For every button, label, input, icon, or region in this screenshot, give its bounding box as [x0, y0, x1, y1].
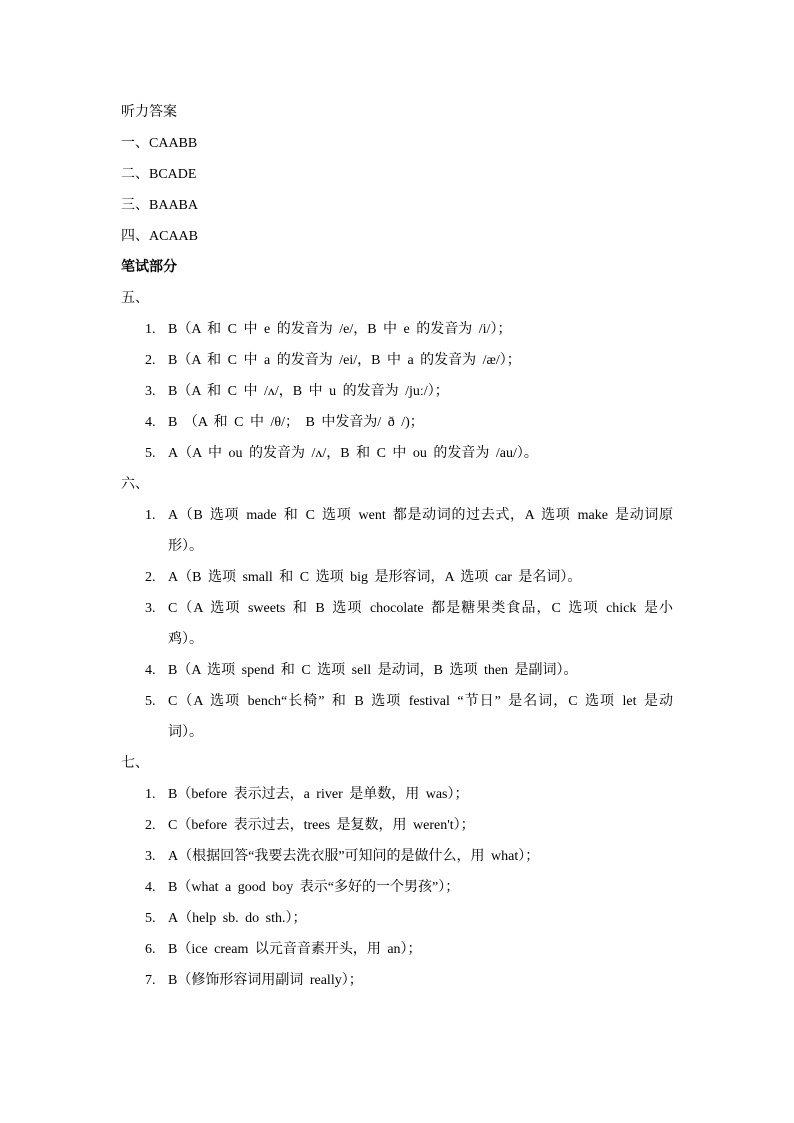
list-item — [121, 438, 673, 469]
list-item — [121, 810, 673, 841]
listening-answer-3: 三、BAABA — [121, 198, 199, 213]
list-item — [121, 407, 673, 438]
item-text: B （A 和 C 中 /θ/； B 中发音为/ ð /)； — [168, 415, 424, 430]
item-text: C（A 选项 bench“长椅” 和 B 选项 festival “节日” 是名词，C 选项 let 是动词）。 — [168, 694, 673, 740]
list-item — [121, 965, 673, 996]
item-text: C（before 表示过去，trees 是复数，用 weren't）； — [168, 818, 475, 833]
item-text: B（before 表示过去，a river 是单数，用 was）； — [168, 787, 469, 802]
item-text: B（ice cream 以元音音素开头，用 an）； — [168, 942, 422, 957]
section-6-list — [121, 500, 673, 748]
item-number: 4. — [145, 415, 156, 430]
item-number: 5. — [145, 911, 156, 926]
item-number: 3. — [145, 384, 156, 399]
item-number: 4. — [145, 880, 156, 895]
item-text: B（A 选项 spend 和 C 选项 sell 是动词，B 选项 then 是副词）。 — [168, 663, 578, 678]
item-text: B（A 和 C 中 a 的发音为 /ei/，B 中 a 的发音为 /æ/）； — [168, 353, 521, 368]
item-text: B（修饰形容词用副词 really）； — [168, 973, 363, 988]
list-item — [121, 500, 673, 562]
item-number: 5. — [145, 446, 156, 461]
item-number: 3. — [145, 601, 156, 616]
list-item — [121, 872, 673, 903]
item-text: A（B 选项 small 和 C 选项 big 是形容词，A 选项 car 是名词）。 — [168, 570, 582, 585]
listening-answer-1: 一、CAABB — [121, 136, 198, 151]
list-item — [121, 562, 673, 593]
list-item — [121, 345, 673, 376]
item-number: 1. — [145, 322, 156, 337]
list-item — [121, 376, 673, 407]
section-7-list — [121, 779, 673, 996]
item-number: 1. — [145, 508, 156, 523]
item-text: C（A 选项 sweets 和 B 选项 chocolate 都是糖果类食品，C 选项 chick 是小鸡）。 — [168, 601, 673, 647]
item-text: B（A 和 C 中 e 的发音为 /e/，B 中 e 的发音为 /i/）； — [168, 322, 512, 337]
list-item — [121, 903, 673, 934]
item-number: 2. — [145, 818, 156, 833]
item-number: 2. — [145, 570, 156, 585]
section-5-list — [121, 314, 673, 469]
section-label-6: 六、 — [121, 477, 149, 492]
written-section-heading: 笔试部分 — [121, 260, 177, 275]
item-number: 5. — [145, 694, 156, 709]
list-item — [121, 934, 673, 965]
page-title: 听力答案 — [121, 105, 177, 120]
list-item — [121, 841, 673, 872]
item-text: B（A 和 C 中 /ʌ/，B 中 u 的发音为 /juː/）； — [168, 384, 449, 399]
item-number: 7. — [145, 973, 156, 988]
section-label-5: 五、 — [121, 291, 149, 306]
list-item — [121, 593, 673, 655]
answer-key-content — [121, 97, 673, 996]
list-item — [121, 655, 673, 686]
item-number: 4. — [145, 663, 156, 678]
list-item — [121, 779, 673, 810]
item-text: A（A 中 ou 的发音为 /ʌ/，B 和 C 中 ou 的发音为 /au/）。 — [168, 446, 538, 461]
item-number: 1. — [145, 787, 156, 802]
listening-answer-2: 二、BCADE — [121, 167, 197, 182]
item-number: 3. — [145, 849, 156, 864]
list-item — [121, 686, 673, 748]
listening-answer-4: 四、ACAAB — [121, 229, 199, 244]
section-label-7: 七、 — [121, 756, 149, 771]
item-number: 6. — [145, 942, 156, 957]
item-text: B（what a good boy 表示“多好的一个男孩”）； — [168, 880, 460, 895]
item-text: A（B 选项 made 和 C 选项 went 都是动词的过去式，A 选项 make 是动词原形）。 — [168, 508, 673, 554]
item-number: 2. — [145, 353, 156, 368]
list-item — [121, 314, 673, 345]
item-text: A（help sb. do sth.）； — [168, 911, 307, 926]
item-text: A（根据回答“我要去洗衣服”可知问的是做什么，用 what）； — [168, 849, 540, 864]
